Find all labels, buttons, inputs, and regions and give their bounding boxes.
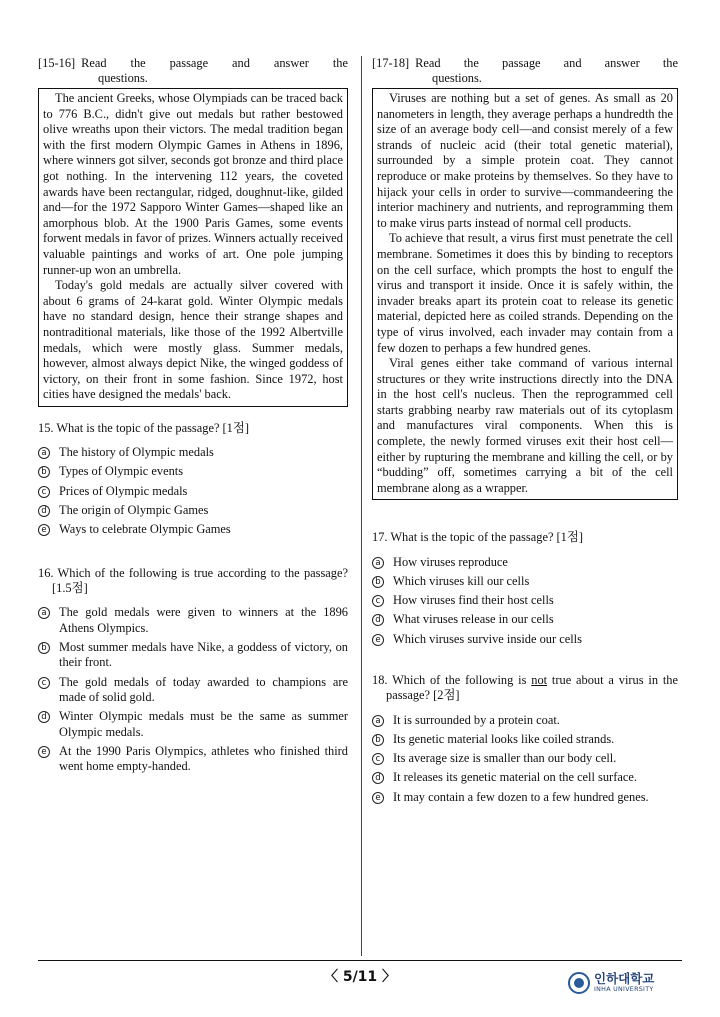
passage-paragraph: Viruses are nothing but a set of genes. As small as 20 nanometers in length, they average perhaps a hundredth the size of an average body cell—and consist merely of a few strands of nucleic acid (their total genetic material), surrounded by a simple protein coat. They cannot reproduce or make proteins by themselves. So they have to hijack your cells in order to survive—commandeering the interior machinery and nutrients, and reprogramming them to make virus parts instead of normal cell products. — [377, 91, 673, 230]
answer-option-d[interactable]: d Winter Olympic medals must be the same as summer Olympic medals. — [38, 709, 348, 740]
passage-paragraph: Viral genes either take command of various internal structures or they write instructions directly into the DNA in the host cell's nucleus. Then the reprogrammed cell starts grabbing nearby raw materials out of its cytoplasm and manufactures viral components. When this is complete, the newly formed viruses exit their host cell—either by rupturing the membrane and killing the cell, or by “budding” off, sometimes carrying a bit of the cell membrane along as a wrapper. — [377, 356, 673, 495]
instruction-text: Read the passage and answer the — [81, 56, 348, 70]
answer-option-d[interactable]: d The origin of Olympic Games — [38, 503, 348, 518]
passage-box-viruses — [372, 88, 678, 500]
circled-letter-icon: b — [372, 734, 384, 746]
instruction-text-cont: questions. — [98, 71, 148, 85]
circled-letter-icon: d — [372, 614, 384, 626]
answer-option-e[interactable]: e At the 1990 Paris Olympics, athletes who finished third went home empty-handed. — [38, 744, 348, 775]
circled-letter-icon: c — [372, 753, 384, 765]
answer-option-a[interactable]: a The history of Olympic medals — [38, 445, 348, 460]
right-column — [372, 56, 678, 809]
answer-option-b[interactable]: b Types of Olympic events — [38, 464, 348, 479]
answer-options — [38, 445, 348, 537]
answer-options — [372, 713, 678, 805]
answer-option-c[interactable]: c The gold medals of today awarded to champions are made of solid gold. — [38, 675, 348, 706]
circled-letter-icon: e — [372, 634, 384, 646]
instruction-tag: [17-18] — [372, 56, 410, 70]
circled-letter-icon: c — [372, 595, 384, 607]
circled-letter-icon: a — [372, 715, 384, 727]
instruction-15-16 — [38, 56, 348, 71]
circled-letter-icon: a — [38, 607, 50, 619]
passage-paragraph: The ancient Greeks, whose Olympiads can be traced back to 776 B.C., didn't give out medals but rather bestowed olive wreaths upon their victors. The medal tradition began with the first modern Olympic Games in Athens in 1896, where winners got silver, seconds got bronze and third place got nothing. In the intervening 112 years, the coveted awards have been rectangular, ridged, doughnut-like, gilded and—for the 1972 Sapporo Winter Games—shaped like an amorphous blob. At the 1900 Paris Games, some events forwent medals in favor of prizes. Winners actually received valuable paintings and works of art. One pole jumping runner-up won an umbrella. — [43, 91, 343, 277]
underlined-not: not — [531, 673, 548, 688]
answer-option-a[interactable]: a It is surrounded by a protein coat. — [372, 713, 678, 728]
left-column — [38, 56, 348, 778]
page-number: 〈 5/11 〉 — [323, 969, 397, 985]
circled-letter-icon: d — [372, 772, 384, 784]
passage-box-olympic-medals — [38, 88, 348, 407]
answer-option-b[interactable]: b Its genetic material looks like coiled strands. — [372, 732, 678, 747]
question-stem: 16. Which of the following is true according to the passage? [1.5점] — [38, 565, 348, 595]
answer-option-b[interactable]: b Most summer medals have Nike, a goddess of victory, on their front. — [38, 640, 348, 671]
answer-option-c[interactable]: c Prices of Olympic medals — [38, 484, 348, 499]
circled-letter-icon: d — [38, 711, 50, 723]
answer-option-d[interactable]: d What viruses release in our cells — [372, 612, 678, 627]
university-seal-icon — [568, 972, 590, 994]
answer-option-c[interactable]: c Its average size is smaller than our body cell. — [372, 751, 678, 766]
answer-option-c[interactable]: c How viruses find their host cells — [372, 593, 678, 608]
question-16 — [38, 566, 348, 775]
question-15 — [38, 421, 348, 538]
instruction-17-18 — [372, 56, 678, 71]
question-17 — [372, 530, 678, 647]
passage-paragraph: Today's gold medals are actually silver covered with about 6 grams of 24-karat gold. Winter Olympic medals have no standard design, hence their strange shapes and nontraditional materials, like those of the 1992 Albertville medals, which were mostly glass. Summer medals, however, almost always depict Nike, the winged goddess of victory, on their front in some fashion. Since 1972, host cities have designed the medals' back. — [43, 278, 343, 402]
answer-option-a[interactable]: a How viruses reproduce — [372, 555, 678, 570]
university-logo — [568, 972, 654, 994]
question-stem: 18. Which of the following is not true about a virus in the passage? [2점] — [372, 673, 678, 703]
circled-letter-icon: b — [372, 576, 384, 588]
column-divider — [361, 56, 362, 956]
circled-letter-icon: b — [38, 466, 50, 478]
question-18 — [372, 673, 678, 805]
circled-letter-icon: a — [38, 447, 50, 459]
circled-letter-icon: c — [38, 677, 50, 689]
circled-letter-icon: a — [372, 557, 384, 569]
circled-letter-icon: c — [38, 486, 50, 498]
question-stem: 15. What is the topic of the passage? [1점] — [38, 420, 249, 435]
instruction-tag: [15-16] — [38, 56, 76, 70]
logo-korean-name: 인하대학교 — [594, 971, 655, 986]
instruction-text-cont: questions. — [432, 71, 482, 85]
passage-paragraph: To achieve that result, a virus first must penetrate the cell membrane. Sometimes it does this by binding to receptors on the cell surface, which prompts the host to engulf the virus and transport it inside. Once it is safely within, the invader breaks apart its protein coat to release its genetic material, depicted here as coiled strands. Depending on the type of virus involved, each invader may contain from a few dozen to perhaps a few hundred genes. — [377, 231, 673, 355]
answer-option-e[interactable]: e It may contain a few dozen to a few hundred genes. — [372, 790, 678, 805]
answer-option-d[interactable]: d It releases its genetic material on the cell surface. — [372, 770, 678, 785]
circled-letter-icon: e — [38, 524, 50, 536]
circled-letter-icon: d — [38, 505, 50, 517]
answer-options — [38, 605, 348, 774]
footer-divider — [38, 960, 682, 961]
circled-letter-icon: e — [38, 746, 50, 758]
circled-letter-icon: e — [372, 792, 384, 804]
answer-options — [372, 555, 678, 647]
answer-option-b[interactable]: b Which viruses kill our cells — [372, 574, 678, 589]
answer-option-e[interactable]: e Ways to celebrate Olympic Games — [38, 522, 348, 537]
logo-english-name: INHA UNIVERSITY — [594, 986, 654, 993]
question-stem: 17. What is the topic of the passage? [1점] — [372, 530, 583, 545]
circled-letter-icon: b — [38, 642, 50, 654]
answer-option-e[interactable]: e Which viruses survive inside our cells — [372, 632, 678, 647]
answer-option-a[interactable]: a The gold medals were given to winners at the 1896 Athens Olympics. — [38, 605, 348, 636]
instruction-text: Read the passage and answer the — [415, 56, 678, 70]
